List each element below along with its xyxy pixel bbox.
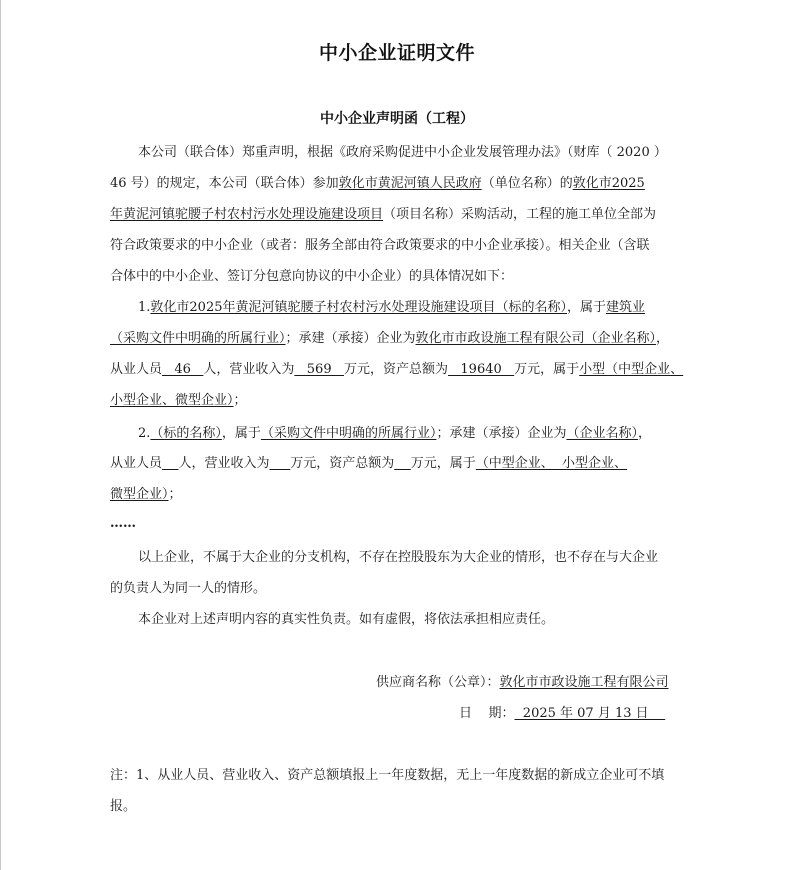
ellipsis: …… (110, 516, 136, 531)
page-edge (0, 0, 1, 870)
project-name: 年黄泥河镇驼腰子村农村污水处理设施建设项目 (110, 207, 384, 222)
signature-date: 日 期： 2025 年 07 月 13 日 (459, 706, 666, 721)
bid-name: 敦化市2025年黄泥河镇驼腰子村农村污水处理设施建设项目（标的名称） (150, 300, 567, 315)
para1-line3: 年黄泥河镇驼腰子村农村污水处理设施建设项目（项目名称）采购活动，工程的施工单位全部为 (110, 207, 657, 222)
page-title: 中小企业证明文件 (318, 42, 475, 64)
item1-line4: 小型企业、微型企业）； (110, 393, 247, 408)
note-line2: 报。 (110, 799, 137, 814)
enterprise-size: 小型（中型企业、 (579, 362, 684, 377)
unit-name: 敦化市黄泥河镇人民政府 (338, 176, 482, 191)
note-line1: 注：1、从业人员、营业收入、资产总额填报上一年度数据，无上一年度数据的新成立企业可不填 (110, 768, 665, 783)
total-assets: 19640 (448, 362, 515, 377)
item2-line2: 从业人员 人，营业收入为 万元，资产总额为 万元，属于（中型企业、 小型企业、 (110, 456, 628, 471)
para2-line2: 的负责人为同一人的情形。 (110, 581, 267, 596)
date-value: 2025 年 07 月 13 日 (514, 706, 666, 721)
industry: 建筑业 (606, 300, 646, 315)
declaration-title: 中小企业声明函（工程） (320, 111, 474, 127)
para1-line2: 46 号）的规定，本公司（联合体）参加敦化市黄泥河镇人民政府（单位名称）的敦化市2025 (110, 176, 645, 191)
para2-line1: 以上企业，不属于大企业的分支机构，不存在控股股东为大企业的情形，也不存在与大企业 (138, 550, 659, 565)
para1-line1: 本公司（联合体）郑重声明，根据《政府采购促进中小企业发展管理办法》（财库（ 2020 ） (138, 145, 667, 160)
contractor-name: 敦化市市政设施工程有限公司（企业名称） (415, 331, 657, 346)
item1-line1: 1.敦化市2025年黄泥河镇驼腰子村农村污水处理设施建设项目（标的名称），属于建筑业 (138, 300, 646, 315)
para1-line4: 符合政策要求的中小企业（或者：服务全部由符合政策要求的中小企业承接）。相关企业（含联 (110, 238, 650, 253)
supplier-signature: 供应商名称（公章）：敦化市市政设施工程有限公司 (376, 675, 669, 690)
item2-line3: 微型企业）； (110, 487, 182, 502)
item1-line3: 从业人员 46 人，营业收入为 569 万元，资产总额为 19640 万元，属于小型（中型企业、 (110, 362, 684, 377)
item1-line2: （采购文件中明确的所属行业）；承建（承接）企业为敦化市市政设施工程有限公司（企业名称）， (110, 331, 670, 346)
para1-line5: 合体中的中小企业、签订分包意向协议的中小企业）的具体情况如下： (110, 269, 514, 284)
supplier-name: 敦化市市政设施工程有限公司 (499, 675, 669, 690)
employee-count: 46 (162, 362, 204, 377)
para3: 本企业对上述声明内容的真实性负责。如有虚假，将依法承担相应责任。 (138, 612, 555, 627)
item2-line1: 2.（标的名称），属于（采购文件中明确的所属行业）；承建（承接）企业为（企业名称）， (138, 426, 651, 441)
revenue: 569 (294, 362, 344, 377)
project-name-start: 敦化市2025 (572, 176, 645, 191)
